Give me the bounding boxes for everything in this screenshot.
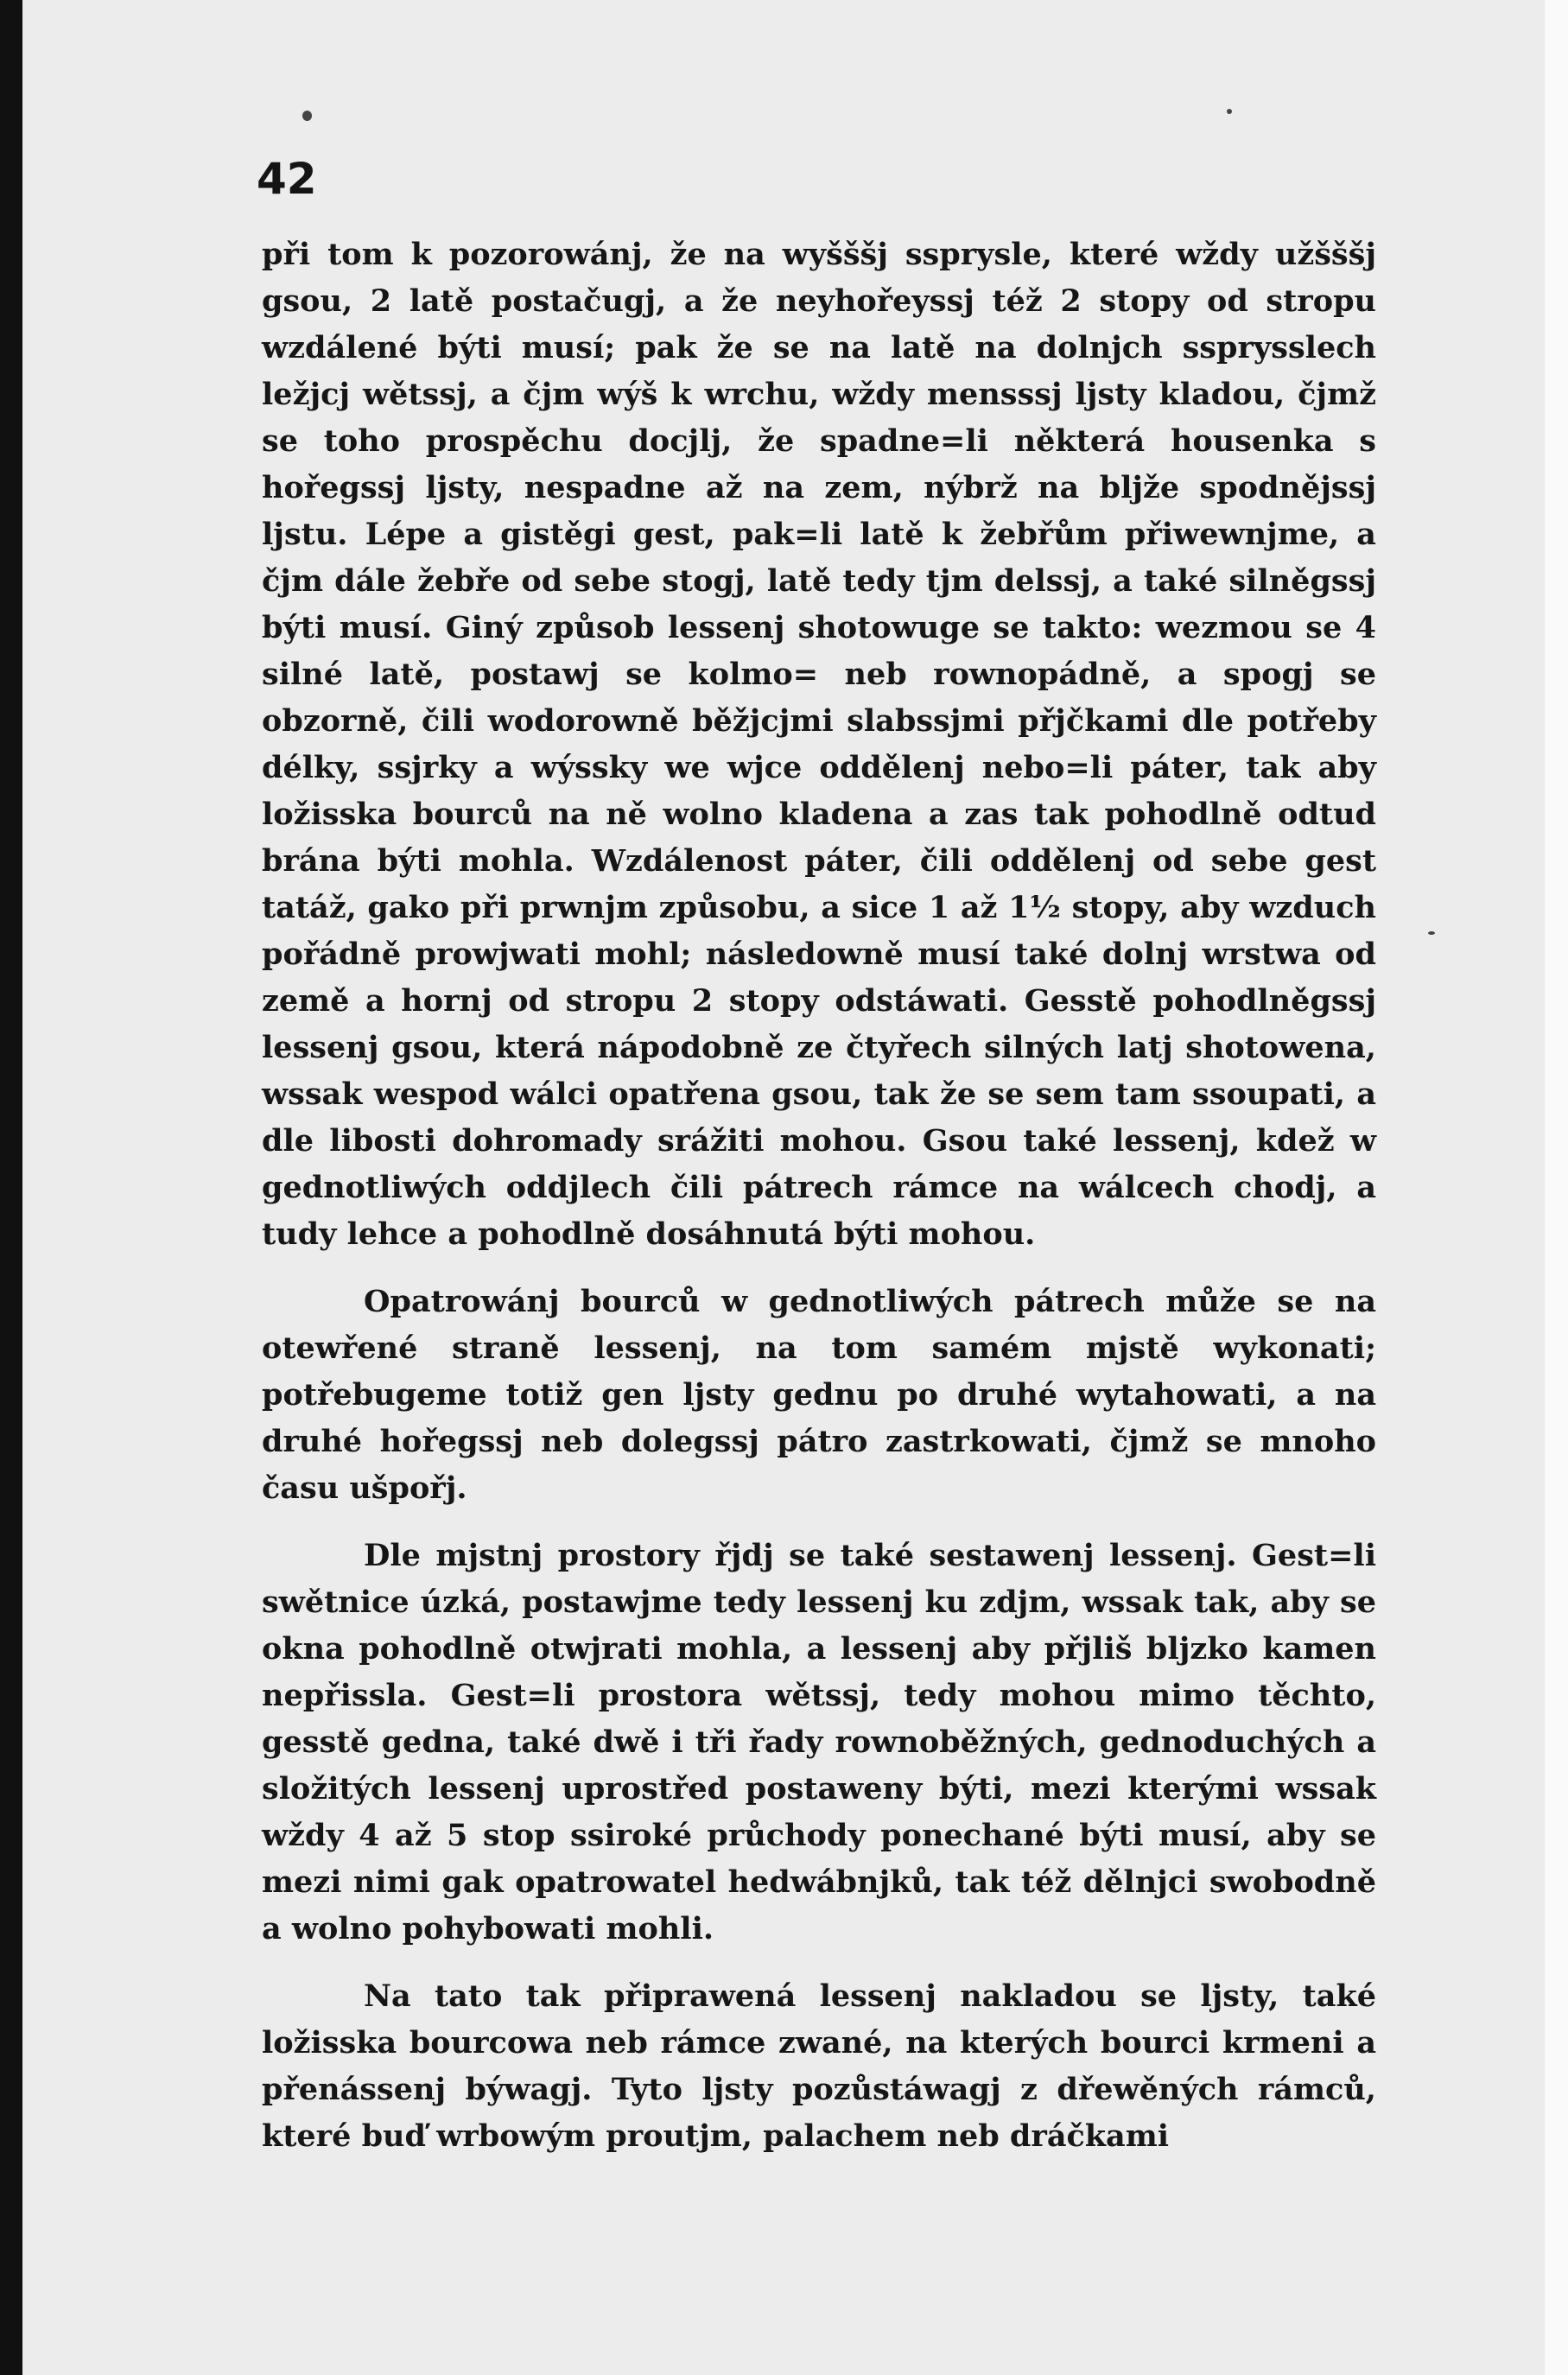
ink-speck: [302, 111, 312, 121]
paragraph: Na tato tak připrawená lessenj nakladou se ljsty, také ložisska bourcowa neb rámce zwané, na kterých bourci krmeni a přenássenj býwagj. Tyto ljsty pozůstáwagj z dřewěných rámců, které buď wrbowým proutjm, palachem neb dráčkami: [262, 1978, 1376, 2154]
paragraph: Dle mjstnj prostory řjdj se také sestawenj lessenj. Gest=li swětnice úzká, postawjme tedy lessenj ku zdjm, wssak tak, aby se okna pohodlně otwjrati mohla, a lessenj aby přjliš bljzko kamen nepřissla. Gest=li prostora wětssj, tedy mohou mimo těchto, gesstě gedna, také dwě i tři řady rownoběžných, gednoduchých a složitých lessenj uprostřed postaweny býti, mezi kterými wssak wždy 4 až 5 stop ssiroké průchody ponechané býti musí, aby se mezi nimi gak opatrowatel hedwábnjků, tak též dělnjci swobodně a wolno pohybowati mohli.: [262, 1538, 1376, 1946]
body-text: [262, 232, 1376, 2160]
page-number: 42: [257, 154, 317, 204]
paragraph: při tom k pozorowánj, že na wyšššj ssprysle, které wždy užšššj gsou, 2 latě postačugj, a že neyhořeyssj též 2 stopy od stropu wzdálené býti musí; pak že se na latě na dolnjch ssprysslech ležjcj wětssj, a čjm wýš k wrchu, wždy mensssj ljsty kladou, čjmž se toho prospěchu docjlj, že spadne=li některá housenka s hořegssj ljsty, nespadne až na zem, nýbrž na bljže spodnějssj ljstu. Lépe a gistěgi gest, pak=li latě k žebřům přiwewnjme, a čjm dále žebře od sebe stogj, latě tedy tjm delssj, a také silněgssj býti musí. Giný způsob lessenj shotowuge se takto: wezmou se 4 silné latě, postawj se kolmo= neb rownopádně, a spogj se obzorně, čili wodorowně běžjcjmi slabssjmi přjčkami dle potřeby délky, ssjrky a wýssky we wjce oddělenj nebo=li páter, tak aby ložisska bourců na ně wolno kladena a zas tak pohodlně odtud brána býti mohla. Wzdálenost páter, čili oddělenj od sebe gest tatáž, gako při prwnjm způsobu, a sice 1 až 1½ stopy, aby wzduch pořádně prowjwati mohl; následowně musí také dolnj wrstwa od země a hornj od stropu 2 stopy odstáwati. Gesstě pohodlněgssj lessenj gsou, která nápodobně ze čtyřech silných latj shotowena, wssak wespod wálci opatřena gsou, tak že se sem tam ssoupati, a dle libosti dohromady srážiti mohou. Gsou také lessenj, kdež w gednotliwých oddjlech čili pátrech rámce na wálcech chodj, a tudy lehce a pohodlně dosáhnutá býti mohou.: [262, 237, 1376, 1252]
scan-edge: [1545, 0, 1568, 2375]
paragraph: Opatrowánj bourců w gednotliwých pátrech může se na otewřené straně lessenj, na tom samém mjstě wykonati; potřebugeme totiž gen ljsty gednu po druhé wytahowati, a na druhé hořegssj neb dolegssj pátro zastrkowati, čjmž se mnoho času ušpořj.: [262, 1284, 1376, 1506]
ink-speck: [1428, 931, 1435, 935]
ink-speck: [1227, 109, 1232, 114]
